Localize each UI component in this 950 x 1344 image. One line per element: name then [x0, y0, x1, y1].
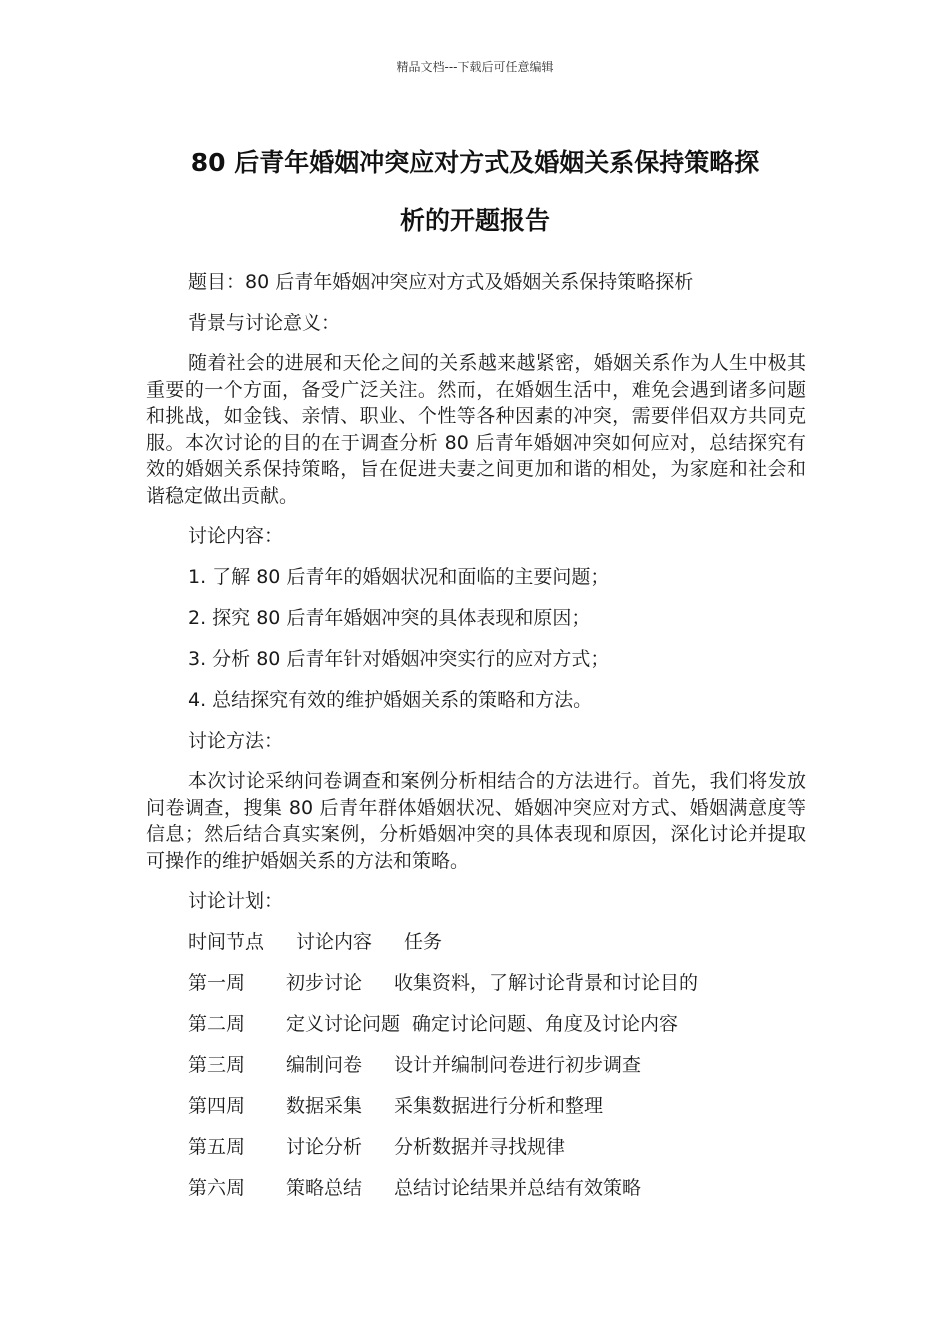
plan-week: 第五周 [188, 1136, 246, 1158]
background-line: 突如何应对，总结探究有效的婚姻关系保持策略，旨在促进夫妻之间更 [146, 431, 806, 480]
plan-week: 第三周 [188, 1054, 246, 1076]
plan-content: 编制问卷 [286, 1054, 363, 1076]
title-line-1: 80 后青年婚姻冲突应对方式及婚姻关系保持策略探 [190, 148, 760, 177]
method-paragraph [146, 768, 806, 874]
header-note: 精品文档---下载后可任意编辑 [396, 60, 554, 74]
plan-content: 初步讨论 [286, 972, 363, 994]
plan-task: 总结讨论结果并总结有效策略 [394, 1177, 642, 1199]
plan-content: 定义讨论问题 [286, 1013, 401, 1035]
plan-task: 设计并编制问卷进行初步调查 [394, 1054, 642, 1076]
method-line: 本次讨论采纳问卷调查和案例分析相结合的方法进行。首先，我们 [188, 770, 749, 792]
plan-task: 收集资料，了解讨论背景和讨论目的 [394, 972, 699, 994]
plan-row [146, 1133, 806, 1161]
plan-header-cell: 讨论内容 [296, 931, 373, 953]
content-item: 4. 总结探究有效的维护婚姻关系的策略和方法。 [188, 689, 593, 711]
plan-row [146, 969, 806, 997]
plan-row [146, 1092, 806, 1120]
method-line: 姻满意度等信息；然后结合真实案例，分析婚姻冲突的具体表现和原因， [146, 796, 806, 845]
plan-task: 采集数据进行分析和整理 [394, 1095, 604, 1117]
content-heading: 讨论内容： [188, 525, 284, 547]
plan-content: 数据采集 [286, 1095, 363, 1117]
document-body [146, 268, 806, 1215]
content-item: 3. 分析 80 后青年针对婚姻冲突实行的应对方式； [188, 648, 610, 670]
content-item: 1. 了解 80 后青年的婚姻状况和面临的主要问题； [188, 566, 610, 588]
plan-row [146, 1174, 806, 1202]
background-paragraph [146, 350, 806, 509]
method-line: 将发放问卷调查，搜集 80 后青年群体婚姻状况、婚姻冲突应对方式、婚 [146, 770, 806, 819]
plan-week: 第一周 [188, 972, 246, 994]
plan-header-cell: 时间节点 [188, 931, 265, 953]
plan-task: 确定讨论问题、角度及讨论内容 [412, 1013, 679, 1035]
plan-week: 第二周 [188, 1013, 246, 1035]
content-item: 2. 探究 80 后青年婚姻冲突的具体表现和原因； [188, 607, 591, 629]
plan-row [146, 1051, 806, 1079]
method-line: 深化讨论并提取可操作的维护婚姻关系的方法和策略。 [146, 823, 806, 872]
plan-heading: 讨论计划： [188, 890, 284, 912]
background-line: 随着社会的进展和天伦之间的关系越来越紧密，婚姻关系作为人生 [188, 352, 749, 374]
title-line-2: 析的开题报告 [399, 206, 550, 235]
plan-week: 第六周 [188, 1177, 246, 1199]
plan-content: 策略总结 [286, 1177, 363, 1199]
background-line: 遇到诸多问题和挑战，如金钱、亲情、职业、个性等各种因素的冲突， [146, 378, 806, 427]
plan-header-row [146, 928, 806, 956]
page-title [140, 134, 810, 250]
background-heading: 背景与讨论意义： [188, 312, 341, 334]
method-heading: 讨论方法： [188, 730, 284, 752]
plan-row [146, 1010, 806, 1038]
plan-content: 讨论分析 [286, 1136, 363, 1158]
background-line: 需要伴侣双方共同克服。本次讨论的目的在于调查分析 80 后青年婚姻冲 [146, 405, 806, 454]
background-line: 中极其重要的一个方面，备受广泛关注。然而，在婚姻生活中，难免会 [146, 352, 806, 401]
plan-week: 第四周 [188, 1095, 246, 1117]
topic-line: 题目：80 后青年婚姻冲突应对方式及婚姻关系保持策略探析 [188, 271, 694, 293]
background-line: 加和谐的相处，为家庭和社会和谐稳定做出贡献。 [146, 458, 806, 507]
plan-task: 分析数据并寻找规律 [394, 1136, 566, 1158]
plan-header-cell: 任务 [404, 931, 443, 953]
